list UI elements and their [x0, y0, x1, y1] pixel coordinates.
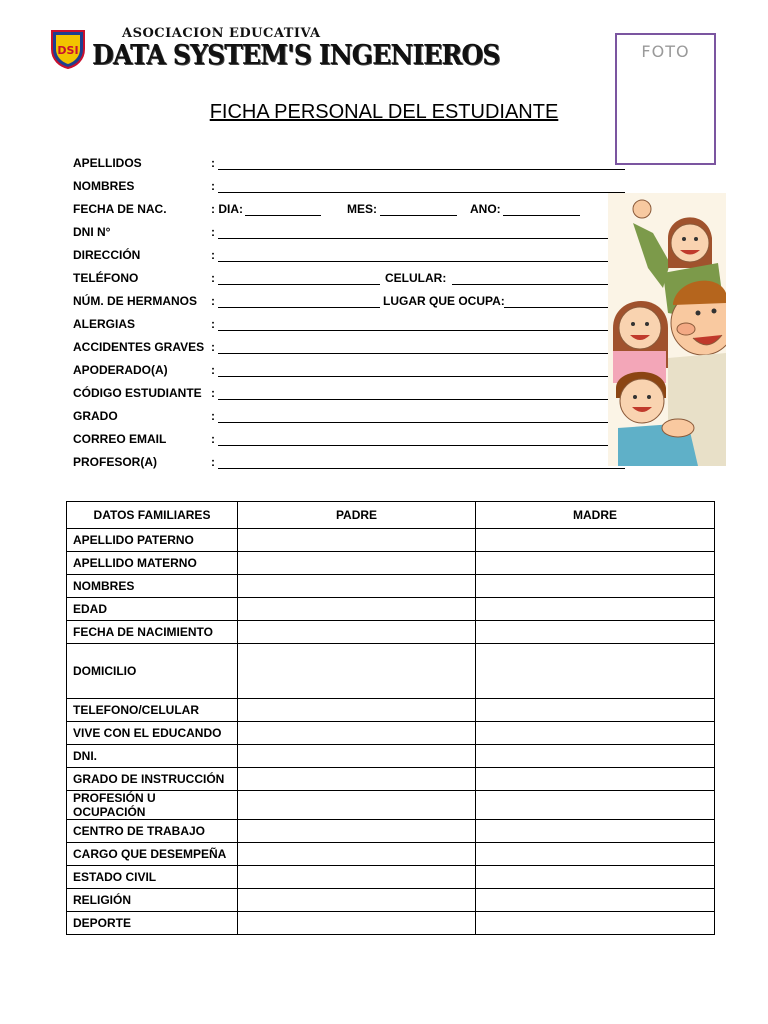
- field-label: APODERADO(A): [73, 363, 168, 377]
- fill-line[interactable]: [218, 422, 608, 423]
- field-label: GRADO: [73, 409, 118, 423]
- padre-cell[interactable]: [238, 699, 476, 722]
- dia-line[interactable]: [245, 215, 321, 216]
- telefono-line[interactable]: [218, 284, 380, 285]
- table-row: [67, 722, 715, 745]
- madre-cell[interactable]: [476, 843, 715, 866]
- madre-cell[interactable]: [476, 529, 715, 552]
- table-row: [67, 912, 715, 935]
- madre-cell[interactable]: [476, 722, 715, 745]
- header-datos-familiares: DATOS FAMILIARES: [67, 502, 238, 529]
- table-row: [67, 768, 715, 791]
- table-row: [67, 791, 715, 820]
- fill-line[interactable]: [218, 376, 608, 377]
- field-label: TELÉFONO: [73, 271, 139, 285]
- table-row: [67, 843, 715, 866]
- fill-line[interactable]: [218, 353, 608, 354]
- field-label: DNI N°: [73, 225, 111, 239]
- field-label: PROFESOR(A): [73, 455, 157, 469]
- row-label: RELIGIÓN: [67, 889, 238, 912]
- padre-cell[interactable]: [238, 768, 476, 791]
- field-label: ACCIDENTES GRAVES: [73, 340, 205, 354]
- row-label: DEPORTE: [67, 912, 238, 935]
- row-label: ESTADO CIVIL: [67, 866, 238, 889]
- padre-cell[interactable]: [238, 621, 476, 644]
- header-madre: MADRE: [476, 502, 715, 529]
- school-crest-logo: [50, 29, 86, 69]
- table-row: [67, 621, 715, 644]
- table-row: [67, 552, 715, 575]
- mes-label: MES:: [347, 202, 377, 216]
- header-padre: PADRE: [238, 502, 476, 529]
- row-label: APELLIDO MATERNO: [67, 552, 238, 575]
- madre-cell[interactable]: [476, 912, 715, 935]
- table-row: [67, 889, 715, 912]
- row-label: GRADO DE INSTRUCCIÓN: [67, 768, 238, 791]
- field-label: FECHA DE NAC.: [73, 202, 167, 216]
- madre-cell[interactable]: [476, 598, 715, 621]
- madre-cell[interactable]: [476, 820, 715, 843]
- field-label: ALERGIAS: [73, 317, 136, 331]
- mes-line[interactable]: [380, 215, 457, 216]
- row-label: VIVE CON EL EDUCANDO: [67, 722, 238, 745]
- padre-cell[interactable]: [238, 791, 476, 820]
- lugar-ocupa-line[interactable]: [504, 307, 608, 308]
- row-label: FECHA DE NACIMIENTO: [67, 621, 238, 644]
- celular-line[interactable]: [452, 284, 608, 285]
- logo-monogram: DSI: [57, 44, 79, 57]
- table-row: [67, 644, 715, 699]
- madre-cell[interactable]: [476, 552, 715, 575]
- table-row: [67, 529, 715, 552]
- fill-line[interactable]: [218, 399, 608, 400]
- madre-cell[interactable]: [476, 866, 715, 889]
- row-label: CARGO QUE DESEMPEÑA: [67, 843, 238, 866]
- row-label: DOMICILIO: [67, 644, 238, 699]
- ano-label: ANO:: [470, 202, 501, 216]
- padre-cell[interactable]: [238, 843, 476, 866]
- padre-cell[interactable]: [238, 598, 476, 621]
- table-row: [67, 598, 715, 621]
- field-label: CORREO EMAIL: [73, 432, 167, 446]
- table-row: [67, 699, 715, 722]
- madre-cell[interactable]: [476, 644, 715, 699]
- celular-label: CELULAR:: [385, 271, 447, 285]
- family-data-table: [66, 501, 715, 935]
- row-label: TELEFONO/CELULAR: [67, 699, 238, 722]
- photo-box: [615, 33, 716, 165]
- padre-cell[interactable]: [238, 820, 476, 843]
- table-row: [67, 745, 715, 768]
- organization-subtitle: ASOCIACION EDUCATIVA: [122, 26, 321, 41]
- table-header-row: [67, 502, 715, 529]
- table-row: [67, 575, 715, 598]
- fill-line[interactable]: [218, 261, 608, 262]
- madre-cell[interactable]: [476, 621, 715, 644]
- field-label: APELLIDOS: [73, 156, 142, 170]
- padre-cell[interactable]: [238, 644, 476, 699]
- row-label: PROFESIÓN U OCUPACIÓN: [67, 791, 238, 820]
- row-label: EDAD: [67, 598, 238, 621]
- row-label: NOMBRES: [67, 575, 238, 598]
- table-row: [67, 866, 715, 889]
- fill-line[interactable]: [218, 238, 608, 239]
- madre-cell[interactable]: [476, 699, 715, 722]
- madre-cell[interactable]: [476, 745, 715, 768]
- organization-name: DATA SYSTEM'S INGENIEROS: [92, 40, 500, 71]
- row-label: CENTRO DE TRABAJO: [67, 820, 238, 843]
- row-label: APELLIDO PATERNO: [67, 529, 238, 552]
- table-row: [67, 820, 715, 843]
- field-label: CÓDIGO ESTUDIANTE: [73, 386, 202, 400]
- ano-line[interactable]: [503, 215, 580, 216]
- madre-cell[interactable]: [476, 575, 715, 598]
- fill-line[interactable]: [218, 330, 608, 331]
- madre-cell[interactable]: [476, 791, 715, 820]
- padre-cell[interactable]: [238, 889, 476, 912]
- dia-label: : DIA:: [211, 202, 243, 216]
- field-label: DIRECCIÓN: [73, 248, 141, 262]
- photo-label: FOTO: [641, 42, 690, 61]
- hermanos-line[interactable]: [218, 307, 380, 308]
- lugar-ocupa-label: LUGAR QUE OCUPA:: [383, 294, 505, 308]
- madre-cell[interactable]: [476, 768, 715, 791]
- padre-cell[interactable]: [238, 912, 476, 935]
- padre-cell[interactable]: [238, 529, 476, 552]
- madre-cell[interactable]: [476, 889, 715, 912]
- field-label: NÚM. DE HERMANOS: [73, 294, 198, 308]
- field-label: NOMBRES: [73, 179, 135, 193]
- family-illustration: [608, 193, 726, 466]
- fill-line[interactable]: [218, 445, 608, 446]
- fill-line[interactable]: [218, 468, 625, 469]
- padre-cell[interactable]: [238, 866, 476, 889]
- row-label: DNI.: [67, 745, 238, 768]
- padre-cell[interactable]: [238, 552, 476, 575]
- form-title: FICHA PERSONAL DEL ESTUDIANTE: [209, 101, 559, 123]
- padre-cell[interactable]: [238, 722, 476, 745]
- fill-line[interactable]: [218, 169, 625, 170]
- padre-cell[interactable]: [238, 745, 476, 768]
- fill-line[interactable]: [218, 192, 625, 193]
- padre-cell[interactable]: [238, 575, 476, 598]
